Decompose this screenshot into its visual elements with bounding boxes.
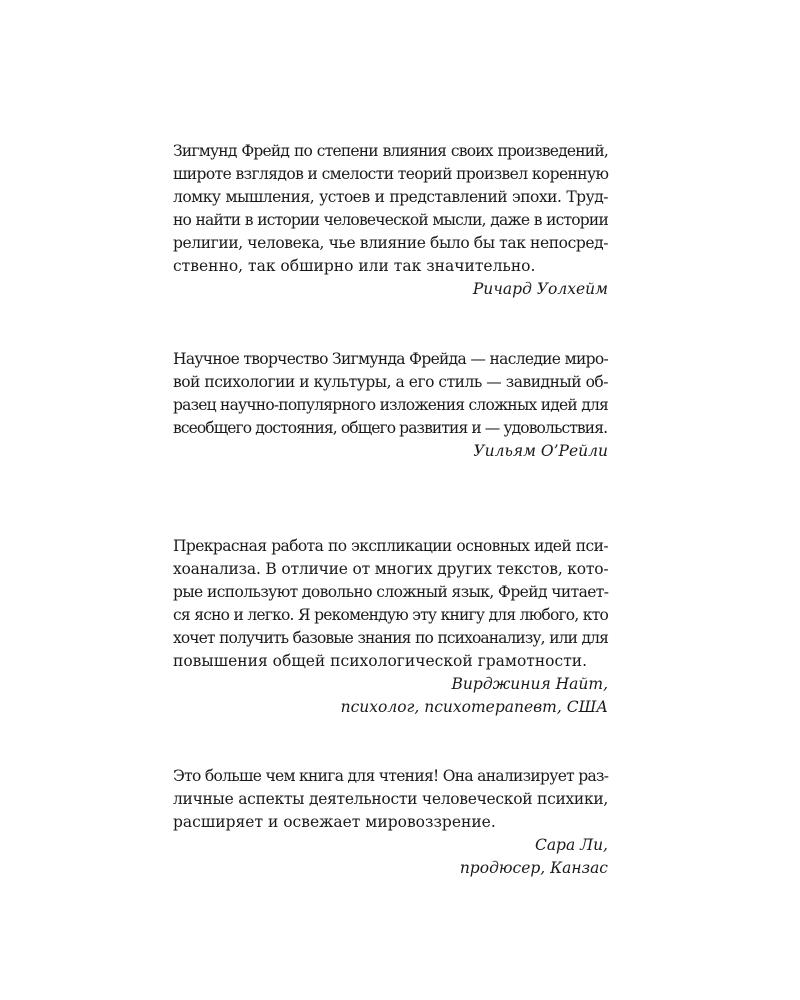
quote-text-line: личные аспекты деятельности человеческой психики,	[173, 790, 608, 808]
quote-text-line: ся ясно и легко. Я рекомендую эту книгу для любого, кто	[173, 606, 608, 624]
quote-text-line: ственно, так обширно или так значительно.	[173, 257, 536, 275]
quote-block-lee	[173, 765, 608, 880]
quote-attribution: Уильям О’Рейли	[473, 442, 608, 460]
quote-text-line: хочет получить базовые знания по психоанализу, или для	[173, 629, 608, 647]
quote-text-line: рые используют довольно сложный язык, Фрейд читает-	[173, 583, 609, 601]
quote-text-line: Зигмунд Фрейд по степени влияния своих произведений,	[173, 142, 608, 160]
quote-text-line: расширяет и освежает мировоззрение.	[173, 813, 496, 831]
quote-attribution-role: продюсер, Канзас	[459, 859, 608, 877]
quote-text-line: широте взглядов и смелости теорий произвел коренную	[173, 165, 609, 183]
quote-text-line: вой психологии и культуры, а его стиль — завидный об-	[173, 373, 608, 391]
quote-text-line: ломку мышления, устоев и представлений эпохи. Труд-	[173, 188, 608, 206]
quote-attribution-name: Вирджиния Найт,	[451, 675, 608, 693]
quote-attribution-name: Сара Ли,	[534, 836, 608, 854]
quote-text-line: разец научно-популярного изложения сложных идей для	[173, 396, 608, 414]
quote-attribution: Ричард Уолхейм	[472, 280, 608, 298]
quote-text-line: Это больше чем книга для чтения! Она анализирует раз-	[173, 767, 609, 785]
quote-attribution-role: психолог, психотерапевт, США	[340, 698, 608, 716]
quote-text-line: Научное творчество Зигмунда Фрейда — наследие миро-	[173, 350, 608, 368]
quote-text-line: религии, человека, чье влияние было бы так непосред-	[173, 234, 609, 252]
quote-text-line: хоанализа. В отличие от многих других текстов, кото-	[173, 560, 609, 578]
quote-text-line: Прекрасная работа по экспликации основных идей пси-	[173, 537, 608, 555]
quote-text-line: но найти в истории человеческой мысли, даже в истории	[173, 211, 608, 229]
quote-text-line: всеобщего достояния, общего развития и — удовольствия.	[173, 419, 608, 437]
quote-text-line: повышения общей психологической грамотности.	[173, 652, 588, 670]
quote-block-wollheim	[173, 140, 608, 301]
quote-block-oreilly	[173, 348, 608, 463]
quote-block-knight	[173, 535, 608, 719]
